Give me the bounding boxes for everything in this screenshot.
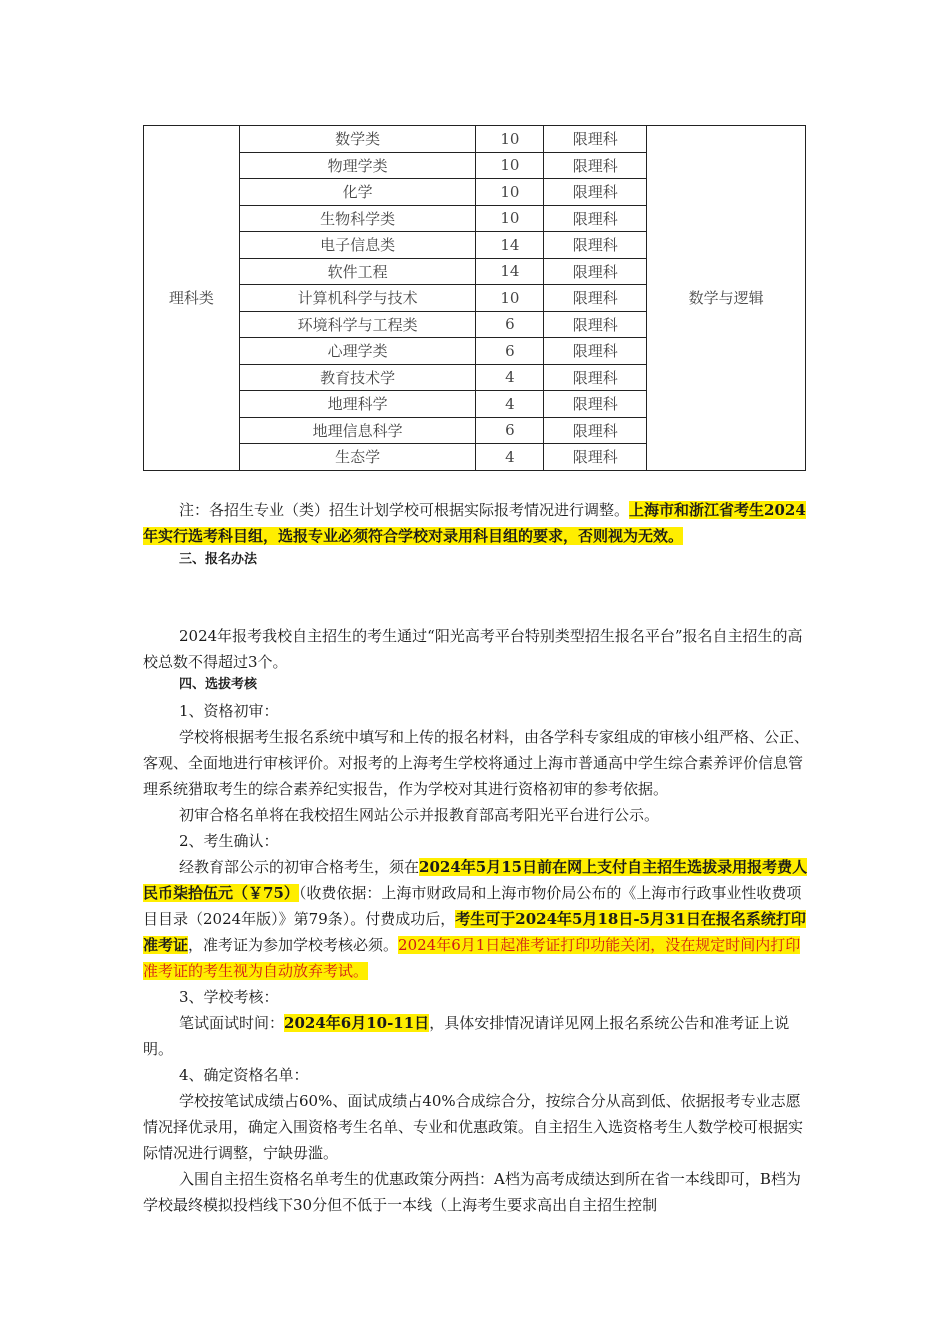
- requirement-cell: 限理科: [544, 232, 647, 259]
- plan-count-cell: 10: [476, 126, 544, 153]
- major-cell: 电子信息类: [239, 232, 476, 259]
- plan-count-cell: 10: [476, 205, 544, 232]
- plan-count-cell: 10: [476, 152, 544, 179]
- requirement-cell: 限理科: [544, 338, 647, 365]
- requirement-cell: 限理科: [544, 258, 647, 285]
- paragraph-confirmation: [143, 854, 810, 984]
- requirement-cell: 限理科: [544, 179, 647, 206]
- requirement-cell: 限理科: [544, 364, 647, 391]
- plan-count-cell: 4: [476, 391, 544, 418]
- major-cell: 物理学类: [239, 152, 476, 179]
- admission-plan-table: [143, 125, 806, 471]
- section-3-heading-block: [143, 547, 810, 573]
- plan-count-cell: 4: [476, 444, 544, 471]
- fee-highlight: 2024年5月15日前在网上支付自主招生选拔录用报考费人民币柒拾伍元（￥75）: [143, 858, 808, 902]
- major-cell: 地理科学: [239, 391, 476, 418]
- exam-time-text: ，具体安排情况请详见网上报名系统公告和准考证上说明。: [143, 1014, 790, 1058]
- major-cell: 软件工程: [239, 258, 476, 285]
- section-4: [143, 672, 810, 1218]
- major-cell: 数学类: [239, 126, 476, 153]
- confirmation-text-e: ，准考证为参加学校考核必须。: [188, 936, 399, 954]
- table-row: [144, 126, 806, 153]
- note-paragraph: [143, 497, 810, 549]
- note-highlight: 上海市和浙江省考生2024年实行选考科目组，选报专业必须符合学校对录用科目组的要求，否则视为无效。: [143, 501, 806, 545]
- major-cell: 化学: [239, 179, 476, 206]
- major-cell: 生态学: [239, 444, 476, 471]
- sub-heading-2: 2、考生确认：: [179, 832, 279, 850]
- section-3-heading: 三、报名办法: [179, 552, 258, 567]
- section-3-paragraph: 2024年报考我校自主招生的考生通过“阳光高考平台特别类型招生报名平台”报名自主招生的高校总数不得超过3个。: [143, 627, 803, 671]
- major-cell: 教育技术学: [239, 364, 476, 391]
- admit-card-closing-warning: 2024年6月1日起准考证打印功能关闭，没在规定时间内打印准考证的考生视为自动放弃考试。: [143, 936, 801, 980]
- paragraph-public-notice: 初审合格名单将在我校招生网站公示并报教育部高考阳光平台进行公示。: [179, 806, 660, 824]
- section-3-body: [143, 623, 810, 675]
- confirmation-text-c: （收费依据：上海市财政局和上海市物价局公布的《上海市行政事业性收费项目目录（2024年版）》第79条）。付费成功后，: [143, 884, 802, 928]
- exam-date-highlight: 2024年6月10-11日: [284, 1014, 430, 1032]
- requirement-cell: 限理科: [544, 205, 647, 232]
- requirement-cell: 限理科: [544, 285, 647, 312]
- requirement-cell: 限理科: [544, 444, 647, 471]
- major-cell: 生物科学类: [239, 205, 476, 232]
- plan-count-cell: 6: [476, 311, 544, 338]
- major-cell: 心理学类: [239, 338, 476, 365]
- requirement-cell: 限理科: [544, 126, 647, 153]
- sub-heading-3: 3、学校考核：: [179, 988, 279, 1006]
- paragraph-qualification-review: 学校将根据考生报名系统中填写和上传的报名材料，由各学科专家组成的审核小组严格、公正、客观、全面地进行审核评价。对报考的上海考生学校将通过上海市普通高中学生综合素养评价信息管理系统猎取考生的综合素养纪实报告，作为学校对其进行资格初审的参考依据。: [143, 728, 810, 798]
- category-cell: 理科类: [144, 126, 240, 471]
- plan-count-cell: 14: [476, 258, 544, 285]
- major-cell: 计算机科学与技术: [239, 285, 476, 312]
- major-cell: 环境科学与工程类: [239, 311, 476, 338]
- requirement-cell: 限理科: [544, 417, 647, 444]
- requirement-cell: 限理科: [544, 152, 647, 179]
- requirement-cell: 限理科: [544, 391, 647, 418]
- subject-group-cell: 数学与逻辑: [647, 126, 806, 471]
- paragraph-preferential-policy: 入围自主招生资格名单考生的优惠政策分两挡：A档为高考成绩达到所在省一本线即可，B档为学校最终模拟投档线下30分但不低于一本线（上海考生要求高出自主招生控制: [143, 1170, 801, 1214]
- paragraph-exam-time: [143, 1010, 810, 1062]
- sub-heading-4: 4、确定资格名单：: [179, 1066, 309, 1084]
- sub-heading-1: 1、资格初审：: [179, 702, 279, 720]
- plan-count-cell: 14: [476, 232, 544, 259]
- admit-card-date-highlight: 考生可于2024年5月18日-5月31日在报名系统打印准考证: [143, 910, 806, 954]
- exam-time-label: 笔试面试时间：: [179, 1014, 285, 1032]
- requirement-cell: 限理科: [544, 311, 647, 338]
- plan-count-cell: 10: [476, 285, 544, 312]
- plan-count-cell: 6: [476, 417, 544, 444]
- admission-plan-table-body: [144, 126, 806, 471]
- major-cell: 地理信息科学: [239, 417, 476, 444]
- note-text: 注：各招生专业（类）招生计划学校可根据实际报考情况进行调整。: [179, 501, 630, 519]
- confirmation-text-a: 经教育部公示的初审合格考生，须在: [179, 858, 420, 876]
- plan-count-cell: 6: [476, 338, 544, 365]
- plan-count-cell: 4: [476, 364, 544, 391]
- plan-count-cell: 10: [476, 179, 544, 206]
- section-4-heading: 四、选拔考核: [179, 677, 258, 692]
- paragraph-final-list: 学校按笔试成绩占60%、面试成绩占40%合成综合分，按综合分从高到低、依据报考专业志愿情况择优录用，确定入围资格考生名单、专业和优惠政策。自主招生入选资格考生人数学校可根据实际情况进行调整，宁缺毋滥。: [143, 1092, 804, 1162]
